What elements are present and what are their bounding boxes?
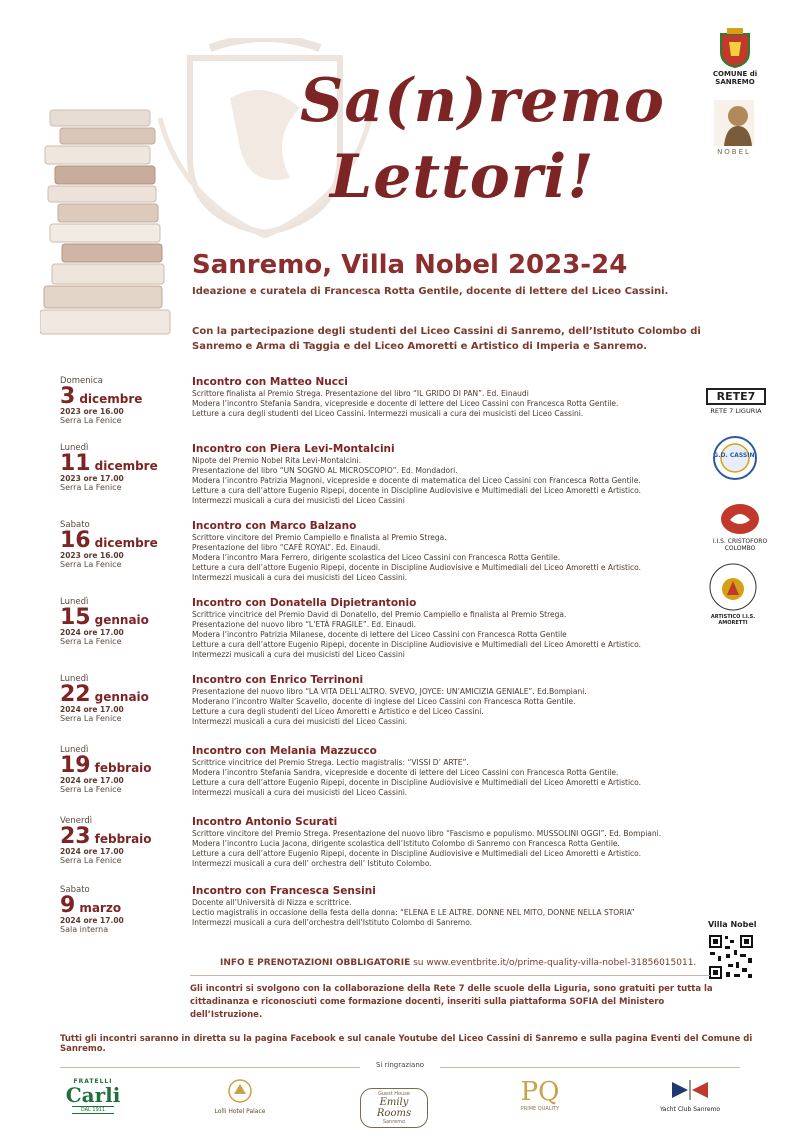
villa-nobel-label: NOBEL — [717, 148, 751, 156]
rete7-logo — [706, 388, 766, 415]
event-title: Incontro con Piera Levi-Montalcini — [192, 443, 395, 455]
event-description-line: Presentazione del libro “UN SOGNO AL MICROSCOPIO”. Ed. Mondadori. — [192, 466, 458, 475]
curation-text: Ideazione e curatela di Francesca Rotta Gentile, docente di lettere del Liceo Cassini. — [192, 286, 669, 297]
event-day-number: 9 — [60, 893, 76, 918]
event-description-line: Presentazione del libro “CAFÈ ROYAL”. Ed. Einaudi. — [192, 543, 381, 552]
event-venue: Serra La Fenice — [60, 714, 122, 723]
event-year-time: 2023 ore 16.00 — [60, 407, 124, 416]
event-date — [60, 443, 185, 492]
event-details — [192, 885, 672, 928]
event-description-line: Presentazione del nuovo libro “L’ETÀ FRAGILE”. Ed. Einaudi. — [192, 620, 416, 629]
event-month: dicembre — [94, 536, 158, 550]
sponsor-yacht — [650, 1078, 730, 1113]
cassini-label: G.D. CASSINI — [713, 452, 757, 459]
amoretti-seal-icon — [708, 562, 758, 612]
event-description-line: Letture a cura degli studenti del Liceo Amoretti e Artistico e del Liceo Cassini. — [192, 707, 484, 716]
event-venue: Sala interna — [60, 925, 109, 934]
event-description-line: Letture a cura dell’attore Eugenio Ripepi, docente in Discipline Audiovisive e Multimediali del Liceo Amoretti e Artistico. — [192, 778, 642, 787]
event-year-time: 2023 ore 16.00 — [60, 551, 124, 560]
event-description-line: Letture a cura dell’attore Eugenio Ripepi, docente in Discipline Audiovisive e Multimediali del Liceo Amoretti e Artistico. — [192, 849, 642, 858]
event-description-line: Intermezzi musicali a cura dell’orchestra dell’Istituto Colombo di Sanremo. — [192, 918, 473, 927]
event-day-name: Sabato — [60, 885, 90, 895]
event-description-line: Scrittrice vincitrice del Premio David di Donatello, del Premio Campiello e finalista al Premio Strega. — [192, 610, 567, 619]
event-month: gennaio — [94, 613, 149, 627]
event-description-line: Intermezzi musicali a cura dei musicisti del Liceo Cassini. — [192, 573, 408, 582]
amoretti-label: ARTISTICO I.I.S. AMORETTI — [710, 614, 756, 626]
title-line-2: Lettori! — [330, 142, 595, 212]
emily-logo: Emily Rooms — [376, 1097, 412, 1119]
event-day-number: 23 — [60, 824, 91, 849]
lolli-emblem-icon — [226, 1078, 254, 1104]
qr-code-icon[interactable] — [708, 934, 754, 980]
event-day-name: Lunedì — [60, 597, 89, 607]
event-description-line: Letture a cura degli studenti del Liceo Cassini. Intermezzi musicali a cura dei musicisti del Liceo Cassini. — [192, 409, 584, 418]
event-title: Incontro con Francesca Sensini — [192, 885, 376, 897]
event-description-line: Scrittore vincitore del Premio Strega. Presentazione del nuovo libro “Fascismo e populismo. MUSSOLINI OGGI”. Ed. Bompiani. — [192, 829, 662, 838]
participation-text: Con la partecipazione degli studenti del Liceo Cassini di Sanremo, dell’Istituto Colombo di Sanremo e Arma di Taggia e del Liceo Amoretti e Artistico di Imperia e Sanremo. — [192, 326, 701, 352]
event-title: Incontro con Melania Mazzucco — [192, 745, 377, 757]
event-day-name: Venerdì — [60, 816, 93, 826]
event-title: Incontro con Matteo Nucci — [192, 376, 348, 388]
event-title: Incontro con Enrico Terrinoni — [192, 674, 364, 686]
event-date — [60, 597, 185, 646]
event-venue: Serra La Fenice — [60, 637, 122, 646]
event-date — [60, 885, 185, 934]
event-date — [60, 376, 185, 425]
page-subtitle: Sanremo, Villa Nobel 2023-24 — [192, 250, 628, 280]
event-day-number: 16 — [60, 528, 91, 553]
event-year-time: 2024 ore 17.00 — [60, 776, 124, 785]
event-details — [192, 816, 672, 869]
event-day-name: Domenica — [60, 376, 103, 386]
event-description-line: Intermezzi musicali a cura dei musicisti del Liceo Cassini. — [192, 788, 408, 797]
event-description-line: Intermezzi musicali a cura dei musicisti del Liceo Cassini — [192, 496, 405, 505]
event-description-line: Scrittrice vincitrice del Premio Strega. Lectio magistralis: “VISSI D’ ARTE”. — [192, 758, 469, 767]
comune-label: COMUNE di SANREMO — [712, 70, 758, 86]
event-description-line: Letture a cura dell’attore Eugenio Ripepi, docente in Discipline Audiovisive e Multimediali del Liceo Amoretti e Artistico. — [192, 563, 642, 572]
colombo-label: I.I.S. CRISTOFORO COLOMBO — [712, 538, 768, 552]
sponsor-carli — [58, 1078, 128, 1115]
event-venue: Serra La Fenice — [60, 560, 122, 569]
event-month: febbraio — [94, 832, 152, 846]
title-line-1: Sa(n)remo — [300, 66, 665, 136]
event-month: dicembre — [79, 392, 143, 406]
event-description-line: Modera l’incontro Stefania Sandra, vicepreside e docente di lettere del Liceo Cassini con Francesca Rotta Gentile. — [192, 399, 619, 408]
event-title: Incontro con Marco Balzano — [192, 520, 357, 532]
yacht-flags-icon — [668, 1078, 712, 1102]
comune-crest-icon — [717, 28, 753, 68]
event-date — [60, 674, 185, 723]
event-description-line: Modera l’incontro Patrizia Milanese, docente di lettere del Liceo Cassini con Francesca Rotta Gentile — [192, 630, 567, 639]
info-label: INFO E PRENOTAZIONI OBBLIGATORIE — [220, 958, 411, 968]
event-year-time: 2024 ore 17.00 — [60, 628, 124, 637]
event-description-line: Intermezzi musicali a cura dell’ orchestra dell’ Istituto Colombo. — [192, 859, 432, 868]
event-details — [192, 745, 672, 798]
divider-right — [440, 1067, 740, 1068]
event-venue: Serra La Fenice — [60, 785, 122, 794]
carli-logo: Carli — [65, 1083, 121, 1107]
event-details — [192, 443, 672, 506]
info-line — [220, 958, 696, 968]
qr-label: Villa Nobel — [708, 920, 757, 929]
event-day-name: Sabato — [60, 520, 90, 530]
event-description-line: Lectio magistralis in occasione della festa della donna: “ELENA E LE ALTRE. DONNE NEL MITO, DONNE NELLA STORIA” — [192, 908, 635, 917]
live-text: Tutti gli incontri saranno in diretta su la pagina Facebook e sul canale Youtube del Liceo Cassini di Sanremo e sulla pagina Eventi del Comune di Sanremo. — [60, 1034, 753, 1054]
rete7-label: RETE 7 LIGURIA — [710, 407, 762, 415]
event-day-name: Lunedì — [60, 674, 89, 684]
books-illustration — [40, 100, 180, 340]
event-date — [60, 745, 185, 794]
event-day-number: 22 — [60, 682, 91, 707]
sponsor-pq — [515, 1078, 565, 1112]
carli-top: FRATELLI — [73, 1078, 113, 1085]
event-month: gennaio — [94, 690, 149, 704]
event-title: Incontro con Donatella Dipietrantonio — [192, 597, 417, 609]
event-details — [192, 674, 672, 727]
event-year-time: 2024 ore 17.00 — [60, 705, 124, 714]
carli-sub: DAL 1911 — [72, 1106, 114, 1114]
event-description-line: Moderano l’incontro Walter Scavello, docente di inglese del Liceo Cassini con Francesca Rotta Gentile. — [192, 697, 576, 706]
event-year-time: 2024 ore 17.00 — [60, 916, 124, 925]
event-year-time: 2023 ore 17.00 — [60, 474, 124, 483]
event-description-line: Letture a cura dell’attore Eugenio Ripepi, docente in Discipline Audiovisive e Multimediali del Liceo Amoretti e Artistico. — [192, 640, 642, 649]
collaboration-text: Gli incontri si svolgono con la collaborazione della Rete 7 delle scuole della Liguria, sono gratuiti per tutta la cittadinanza e riconosciuti come formazione docenti, inseriti sulla piattaforma SOFIA del Ministero dell’Istruzione. — [190, 984, 713, 1020]
sponsor-lolli — [205, 1078, 275, 1115]
event-description-line: Intermezzi musicali a cura dei musicisti del Liceo Cassini. — [192, 717, 408, 726]
event-venue: Serra La Fenice — [60, 416, 122, 425]
divider-left — [60, 1067, 360, 1068]
event-day-name: Lunedì — [60, 443, 89, 453]
event-description-line: Scrittore finalista al Premio Strega. Presentazione del libro “IL GRIDO DI PAN”. Ed. Einaudi — [192, 389, 529, 398]
event-day-name: Lunedì — [60, 745, 89, 755]
event-date — [60, 816, 185, 865]
colombo-emblem-icon — [720, 502, 760, 536]
emily-top: Guest House — [378, 1091, 410, 1097]
emily-sub: Sanremo — [382, 1119, 406, 1125]
pq-sub: PRIME QUALITY — [520, 1106, 560, 1112]
event-day-number: 19 — [60, 753, 91, 778]
comune-logo — [700, 28, 770, 86]
thanks-label: Si ringraziano — [375, 1061, 425, 1069]
event-description-line: Presentazione del nuovo libro “LA VITA DELL’ALTRO. SVEVO, JOYCE: UN’AMICIZIA GENIALE”. Ed.Bompiani. — [192, 687, 587, 696]
event-details — [192, 520, 672, 583]
event-year-time: 2024 ore 17.00 — [60, 847, 124, 856]
event-description-line: Modera l’incontro Patrizia Magnoni, vicepreside e docente di matematica del Liceo Cassini con Francesca Rotta Gentile. — [192, 476, 641, 485]
cassini-logo — [712, 435, 758, 483]
event-description-line: Letture a cura dell’attore Eugenio Ripepi, docente in Discipline Audiovisive e Multimediali del Liceo Amoretti e Artistico. — [192, 486, 642, 495]
event-day-number: 3 — [60, 384, 76, 409]
event-description-line: Modera l’incontro Stefania Sandra, vicepreside e docente di lettere del Liceo Cassini con Francesca Rotta Gentile. — [192, 768, 619, 777]
event-month: marzo — [79, 901, 122, 915]
pq-logo: PQ — [520, 1077, 560, 1107]
amoretti-logo — [708, 562, 758, 626]
event-description-line: Intermezzi musicali a cura dei musicisti del Liceo Cassini — [192, 650, 405, 659]
event-date — [60, 520, 185, 569]
event-description-line: Modera l’incontro Mara Ferrero, dirigente scolastica del Liceo Cassini con Francesca Rotta Gentile. — [192, 553, 561, 562]
event-description-line: Docente all’Università di Nizza e scrittrice. — [192, 898, 352, 907]
event-month: febbraio — [94, 761, 152, 775]
divider — [190, 975, 710, 976]
rete7-mark: RETE7 — [706, 388, 766, 405]
event-description-line: Modera l’incontro Lucia Jacona, dirigente scolastica dell’Istituto Colombo di Sanremo con Francesca Rotta Gentile. — [192, 839, 620, 848]
colombo-logo — [700, 502, 780, 552]
yacht-label: Yacht Club Sanremo — [659, 1106, 721, 1113]
event-venue: Serra La Fenice — [60, 483, 122, 492]
event-day-number: 15 — [60, 605, 91, 630]
lolli-label: Lolli Hotel Palace — [214, 1108, 266, 1115]
event-description-line: Nipote del Premio Nobel Rita Levi-Montalcini. — [192, 456, 362, 465]
sponsor-emily — [360, 1088, 428, 1128]
event-details — [192, 597, 672, 660]
event-venue: Serra La Fenice — [60, 856, 122, 865]
event-title: Incontro Antonio Scurati — [192, 816, 338, 828]
info-url[interactable]: su www.eventbrite.it/o/prime-quality-villa-nobel-31856015011. — [410, 958, 697, 968]
villa-nobel-logo — [712, 100, 756, 156]
nobel-bust-icon — [714, 100, 754, 146]
event-description-line: Scrittore vincitore del Premio Campiello e finalista al Premio Strega. — [192, 533, 447, 542]
event-month: dicembre — [94, 459, 158, 473]
event-details — [192, 376, 672, 419]
event-day-number: 11 — [60, 451, 91, 476]
